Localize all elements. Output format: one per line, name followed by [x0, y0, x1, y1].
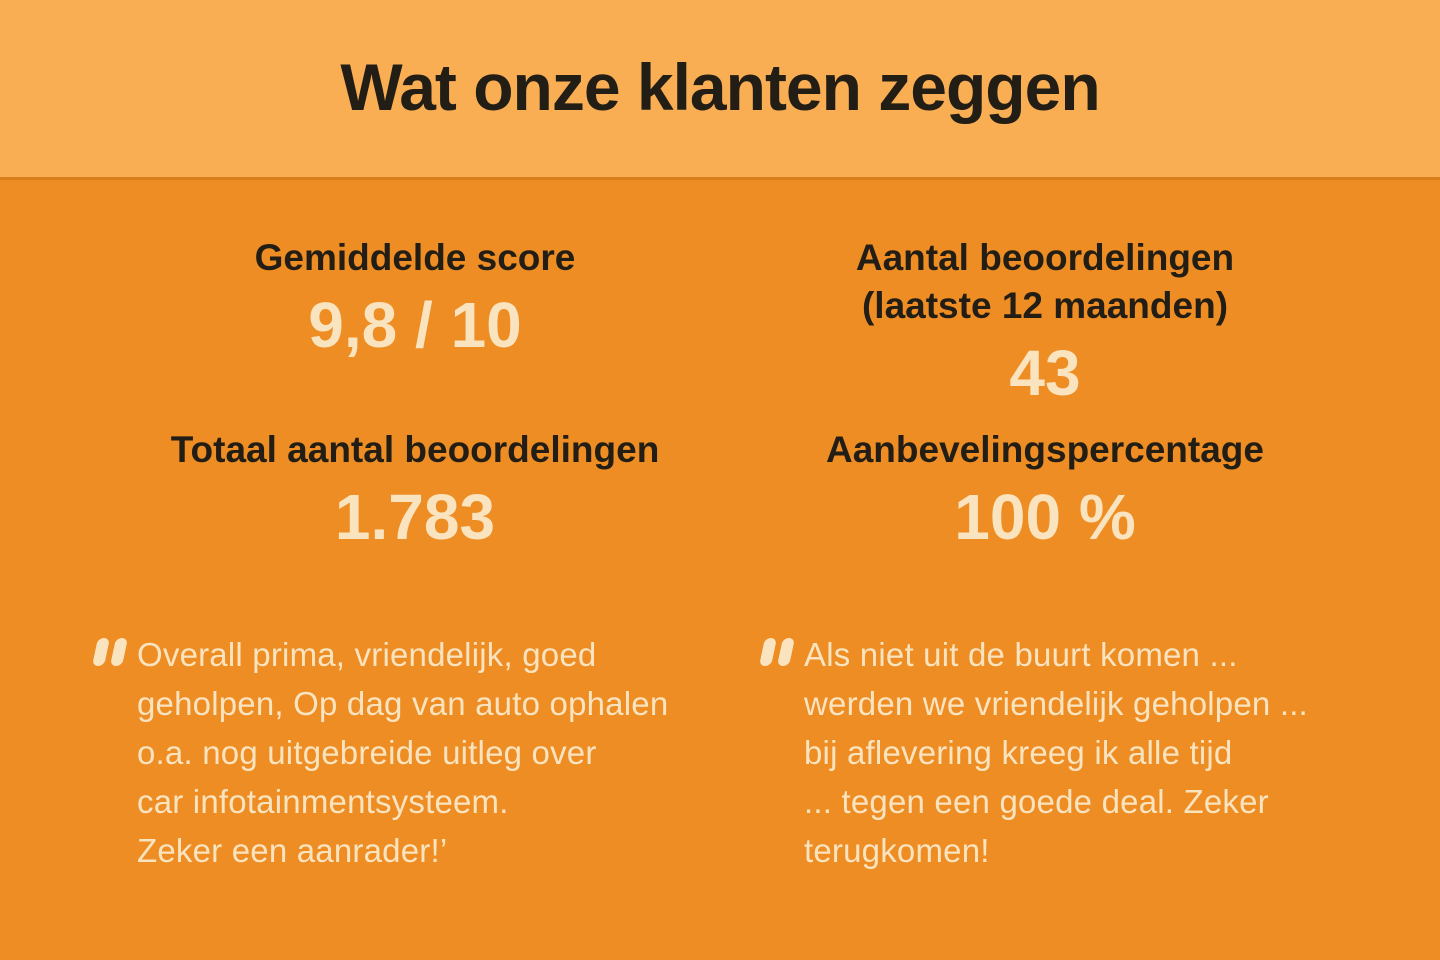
quote-line: werden we vriendelijk geholpen ... — [804, 685, 1308, 722]
stat-label: Aanbevelingspercentage — [826, 429, 1264, 470]
quote-line: Zeker een aanrader!’ — [137, 832, 448, 869]
quote-line: terugkomen! — [804, 832, 990, 869]
quote-line: o.a. nog uitgebreide uitleg over — [137, 734, 597, 771]
stat-label: Aantal beoordelingen — [855, 237, 1235, 278]
quote-line: Overall prima, vriendelijk, goed — [137, 636, 597, 673]
stat-average-score — [95, 234, 735, 360]
header-divider — [0, 177, 1440, 180]
page-title: Wat onze klanten zeggen — [340, 49, 1100, 124]
stat-recommendation — [725, 426, 1365, 552]
quote-line: geholpen, Op dag van auto ophalen — [137, 685, 669, 722]
quote-right — [762, 630, 1407, 875]
stat-value: 9,8 / 10 — [308, 289, 522, 361]
quote-text — [804, 630, 1407, 875]
stat-label-sub: (laatste 12 maanden) — [861, 285, 1229, 326]
quote-line: ... tegen een goede deal. Zeker — [804, 783, 1269, 820]
quote-line: car infotainmentsysteem. — [137, 783, 509, 820]
header-band — [0, 0, 1440, 177]
stat-value: 43 — [1009, 337, 1081, 409]
quote-left — [95, 630, 740, 875]
stat-label: Gemiddelde score — [254, 237, 576, 278]
quote-text — [137, 630, 740, 875]
quote-line: bij aflevering kreeg ik alle tijd — [804, 734, 1233, 771]
stat-value: 100 % — [954, 481, 1136, 553]
stat-label: Totaal aantal beoordelingen — [170, 429, 660, 470]
stat-recent-reviews — [725, 234, 1365, 408]
quote-icon — [759, 638, 795, 666]
stat-value: 1.783 — [334, 481, 496, 553]
stat-total-reviews — [95, 426, 735, 552]
quote-icon — [92, 638, 128, 666]
quote-line: Als niet uit de buurt komen ... — [804, 636, 1238, 673]
